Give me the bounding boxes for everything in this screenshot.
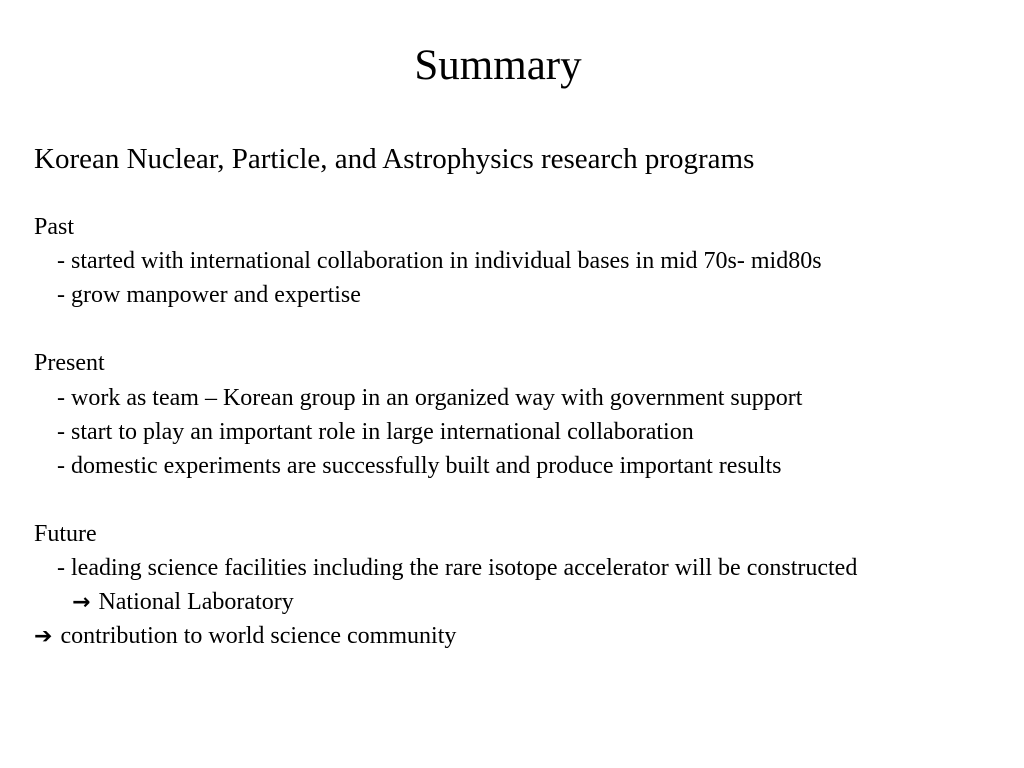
- present-heading: Present: [34, 350, 105, 376]
- past-item-1: - started with international collaboration in individual bases in mid 70s- mid80s: [57, 248, 822, 274]
- present-item-2: - start to play an important role in large international collaboration: [57, 419, 694, 445]
- arrow-right-icon: →: [72, 590, 91, 615]
- conclusion-text: contribution to world science community: [60, 623, 457, 649]
- future-arrow-text: National Laboratory: [98, 589, 294, 615]
- future-heading: Future: [34, 521, 97, 547]
- present-item-3: - domestic experiments are successfully built and produce important results: [57, 453, 782, 479]
- slide-title: Summary: [414, 42, 582, 89]
- future-arrow-item: [72, 587, 294, 618]
- present-item-1: - work as team – Korean group in an organized way with government support: [57, 385, 803, 411]
- past-heading: Past: [34, 214, 75, 240]
- past-item-2: - grow manpower and expertise: [57, 282, 361, 308]
- conclusion-line: [34, 621, 456, 652]
- future-item-1: - leading science facilities including the rare isotope accelerator will be constructed: [57, 555, 858, 581]
- arrow-right-icon: ➔: [34, 624, 53, 649]
- slide-subtitle: Korean Nuclear, Particle, and Astrophysics research programs: [34, 143, 755, 175]
